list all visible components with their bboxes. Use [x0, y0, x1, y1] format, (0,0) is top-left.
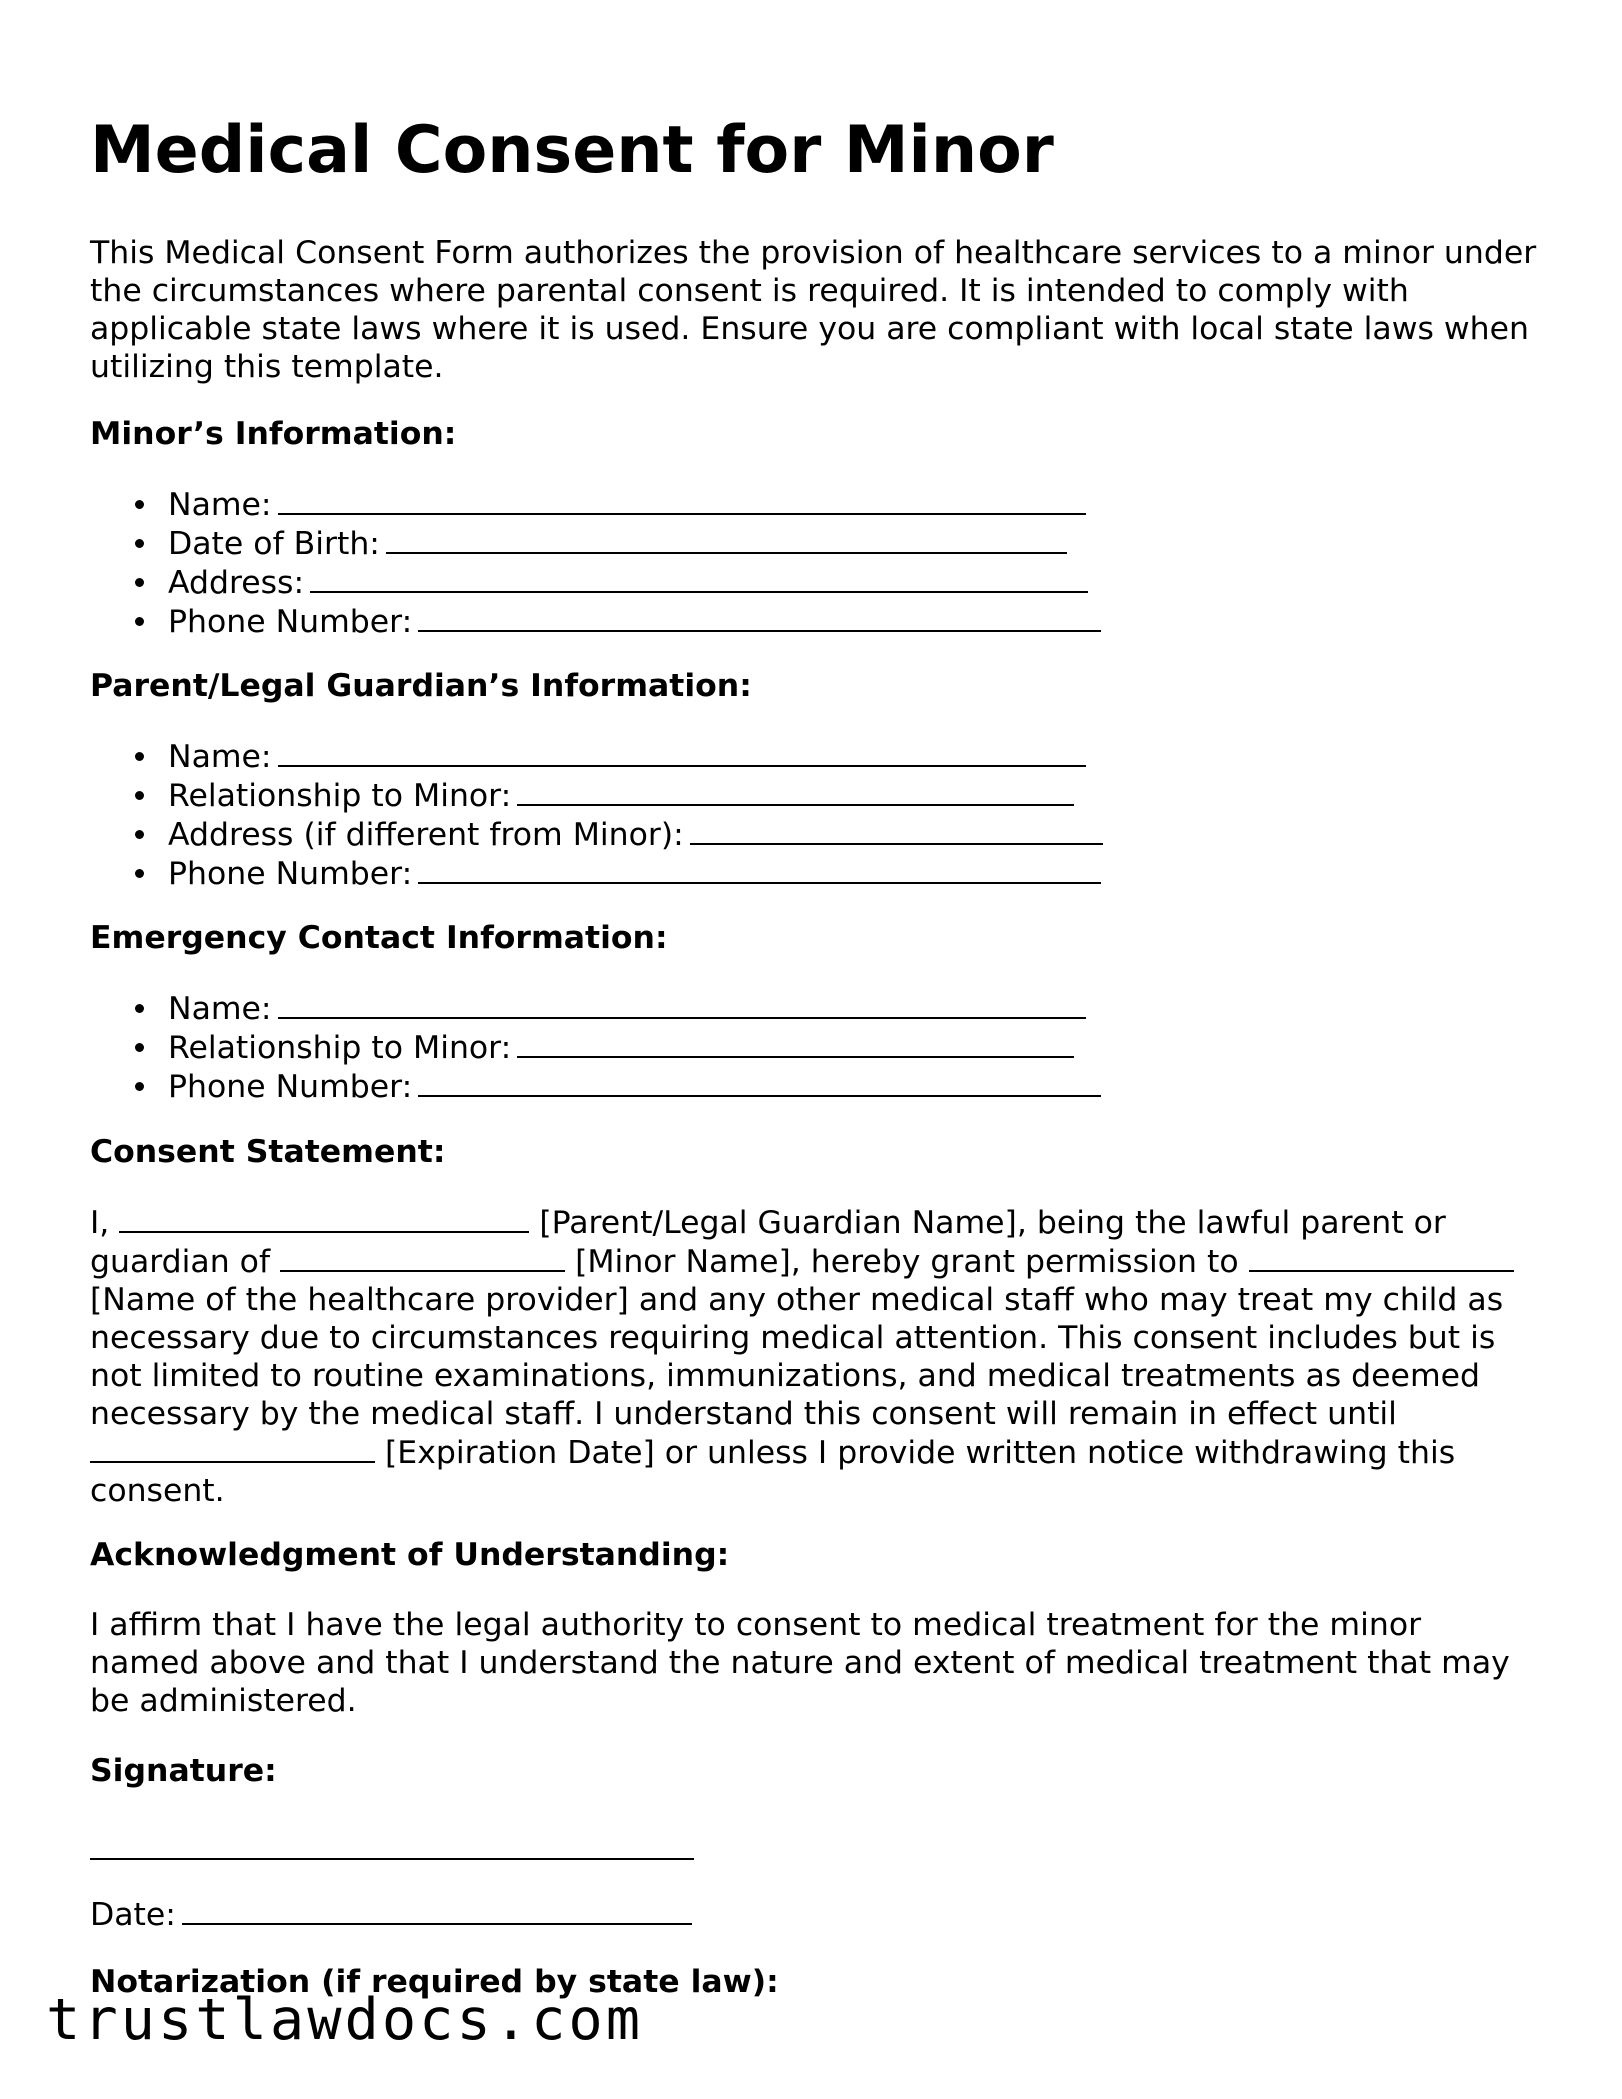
minor-phone-blank[interactable]: [418, 602, 1101, 632]
guardian-address-blank[interactable]: [690, 815, 1103, 845]
minor-dob-blank[interactable]: [386, 524, 1067, 554]
date-label: Date:: [90, 1897, 176, 1933]
emergency-relationship-item: [90, 1028, 1101, 1067]
field-label: Name:: [168, 487, 272, 523]
minor-info-heading: Minor’s Information:: [90, 416, 457, 452]
field-label: Relationship to Minor:: [168, 778, 512, 814]
minor-name-inline-blank[interactable]: [280, 1242, 565, 1272]
field-label: Address (if different from Minor):: [168, 817, 684, 853]
consent-paragraph: [90, 1203, 1540, 1510]
emergency-phone-blank[interactable]: [418, 1067, 1101, 1097]
guardian-relationship-blank[interactable]: [517, 776, 1074, 806]
field-label: Phone Number:: [168, 1069, 413, 1105]
field-label: Name:: [168, 739, 272, 775]
consent-text-1: I,: [90, 1205, 110, 1241]
guardian-name-inline-blank[interactable]: [119, 1203, 529, 1233]
expiration-date-inline-blank[interactable]: [90, 1433, 375, 1463]
guardian-name-item: [90, 737, 1103, 776]
guardian-name-blank[interactable]: [278, 737, 1086, 767]
field-label: Date of Birth:: [168, 526, 380, 562]
minor-name-item: [90, 485, 1101, 524]
acknowledgment-heading: Acknowledgment of Understanding:: [90, 1537, 730, 1573]
acknowledgment-paragraph: I affirm that I have the legal authority to consent to medical treatment for the minor named above and that I understand the nature and extent of medical treatment that may be administered.: [90, 1607, 1510, 1719]
signature-date: [90, 1895, 692, 1934]
consent-heading: Consent Statement:: [90, 1134, 446, 1170]
emergency-info-heading: Emergency Contact Information:: [90, 920, 668, 956]
emergency-name-blank[interactable]: [278, 989, 1086, 1019]
consent-text-5: [Expiration Date] or unless I provide written notice withdrawing this consent.: [90, 1435, 1456, 1509]
emergency-info-list: [90, 989, 1101, 1106]
minor-info-list: [90, 485, 1101, 641]
emergency-name-item: [90, 989, 1101, 1028]
field-label: Phone Number:: [168, 604, 413, 640]
guardian-relationship-item: [90, 776, 1103, 815]
field-label: Relationship to Minor:: [168, 1030, 512, 1066]
provider-name-inline-blank[interactable]: [1249, 1242, 1514, 1272]
minor-name-blank[interactable]: [278, 485, 1086, 515]
notarization-heading: Notarization (if required by state law):: [90, 1964, 779, 2000]
minor-address-blank[interactable]: [310, 563, 1088, 593]
page-title: Medical Consent for Minor: [90, 113, 1054, 188]
guardian-info-heading: Parent/Legal Guardian’s Information:: [90, 668, 752, 704]
minor-phone-item: [90, 602, 1101, 641]
field-label: Address:: [168, 565, 305, 601]
emergency-relationship-blank[interactable]: [517, 1028, 1074, 1058]
guardian-phone-blank[interactable]: [418, 854, 1101, 884]
signature-heading: Signature:: [90, 1753, 277, 1789]
field-label: Phone Number:: [168, 856, 413, 892]
minor-address-item: [90, 563, 1101, 602]
signature-line[interactable]: [90, 1828, 694, 1860]
guardian-address-item: [90, 815, 1103, 854]
consent-text-4: [Name of the healthcare provider] and any other medical staff who may treat my child as necessary due to circumstances requiring medical attention. This consent includes but is not limited to routine examinations, immunizations, and medical treatments as deemed necessary by the medical staff. I understand this consent will remain in effect until: [90, 1282, 1504, 1432]
date-blank[interactable]: [182, 1895, 692, 1925]
minor-dob-item: [90, 524, 1101, 563]
intro-paragraph: This Medical Consent Form authorizes the provision of healthcare services to a minor under the circumstances where parental consent is required. It is intended to comply with applicable state laws where it is used. Ensure you are compliant with local state laws when utilizing this template.: [90, 235, 1537, 385]
guardian-phone-item: [90, 854, 1103, 893]
consent-text-2: [Parent/Legal Guardian Name], being the lawful parent or guardian of: [90, 1205, 1446, 1280]
field-label: Name:: [168, 991, 272, 1027]
consent-text-3: [Minor Name], hereby grant permission to: [575, 1244, 1239, 1280]
guardian-info-list: [90, 737, 1103, 893]
watermark-text: trustlawdocs.com: [46, 1987, 644, 2053]
emergency-phone-item: [90, 1067, 1101, 1106]
